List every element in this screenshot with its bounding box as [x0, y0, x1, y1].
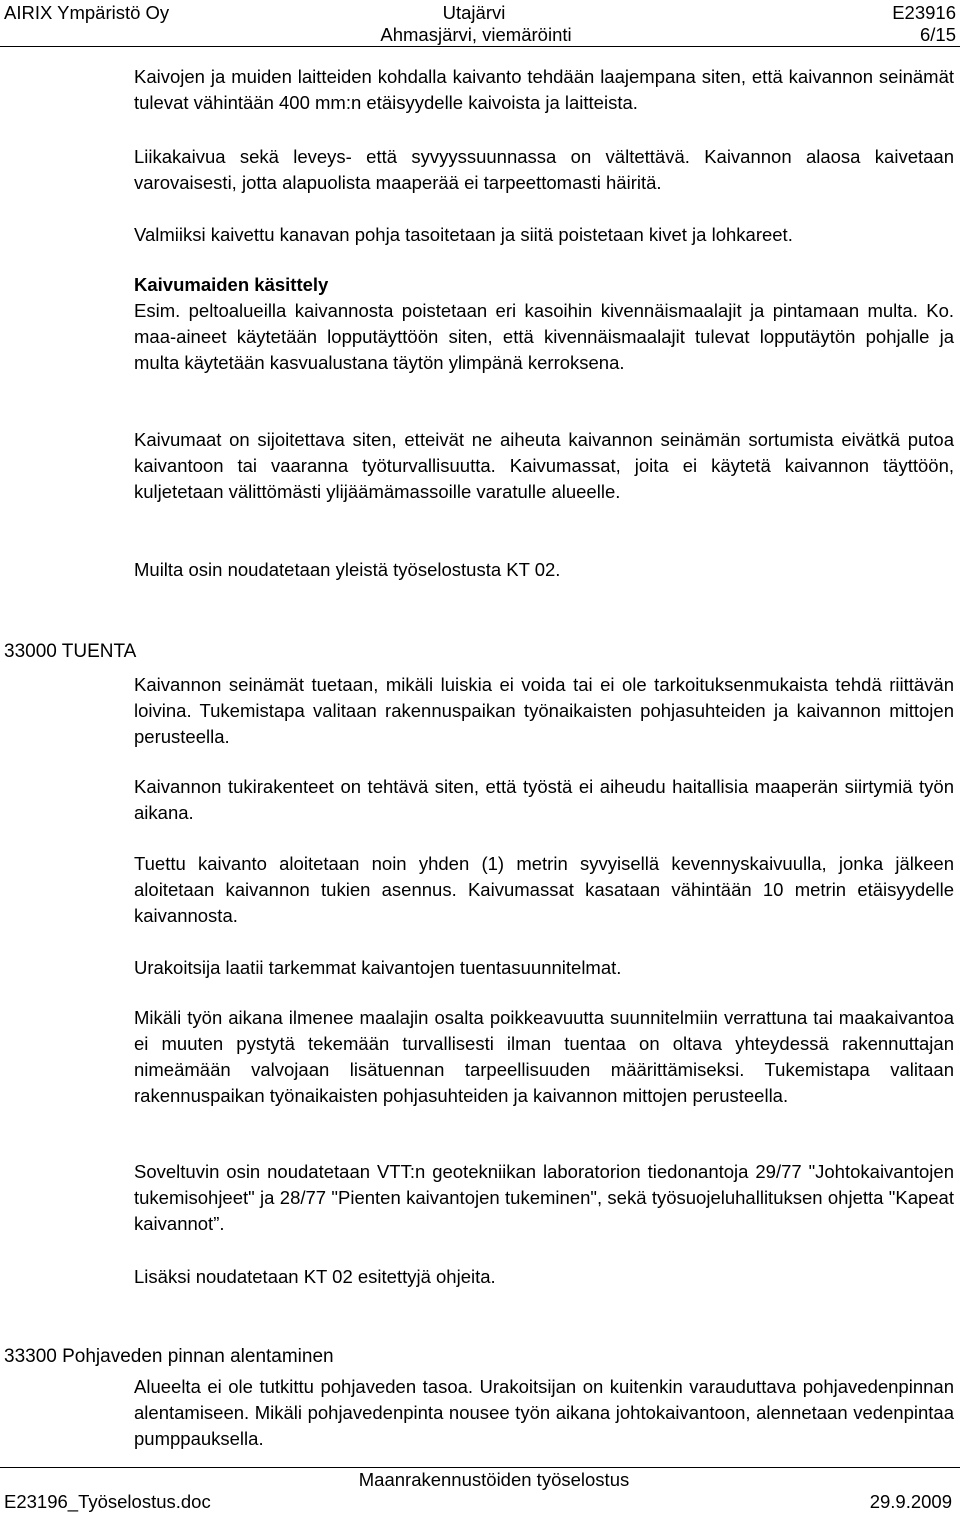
footer-divider	[0, 1467, 960, 1468]
header-project: Utajärvi	[442, 2, 506, 23]
header-subproject: Ahmasjärvi, viemäröinti	[380, 24, 572, 45]
paragraph: Kaivojen ja muiden laitteiden kohdalla kaivanto tehdään laajempana siten, että kaivannon seinämät tulevat vähintään 400 mm:n etäisyydelle kaivoista ja laitteista.	[134, 66, 954, 113]
paragraph: Tuettu kaivanto aloitetaan noin yhden (1) metrin syvyisellä kevennyskaivuulla, jonka jälkeen aloitetaan kaivannon tukien asennus. Kaivumassat kasataan vähintään 10 metrin etäisyydelle kaivannosta.	[134, 853, 954, 926]
section-title-33000: 33000 TUENTA	[4, 641, 137, 662]
footer-title: Maanrakennustöiden työselostus	[358, 1469, 630, 1490]
paragraph: Liikakaivua sekä leveys- että syvyyssuunnassa on vältettävä. Kaivannon alaosa kaivetaan varovaisesti, jotta alapuolista maaperää ei tarpeettomasti häiritä.	[134, 146, 954, 193]
intro-block	[134, 222, 954, 248]
intro-block	[134, 557, 954, 583]
paragraph: Lisäksi noudatetaan KT 02 esitettyjä ohjeita.	[134, 1266, 496, 1287]
section-paragraph	[134, 1374, 954, 1452]
paragraph: Valmiiksi kaivettu kanavan pohja tasoitetaan ja siitä poistetaan kivet ja lohkareet.	[134, 224, 793, 245]
intro-block	[134, 144, 954, 196]
intro-block	[134, 427, 954, 505]
paragraph: Esim. peltoalueilla kaivannosta poistetaan eri kasoihin kivennäismaalajit ja pintamaan multa. Ko. maa-aineet käytetään lopputäyttöön siten, että kivennäismaalajit tulevat lopputäytön pohjalle ja multa käytetään kasvualustana täytön ylimpänä kerroksena.	[134, 300, 954, 373]
section-paragraph	[134, 1005, 954, 1109]
header-company: AIRIX Ympäristö Oy	[4, 2, 170, 23]
footer-date: 29.9.2009	[869, 1491, 952, 1512]
section-paragraph	[134, 851, 954, 929]
paragraph: Alueelta ei ole tutkittu pohjaveden tasoa. Urakoitsijan on kuitenkin varauduttava pohjavedenpinnan alentamiseen. Mikäli pohjavedenpinta nousee työn aikana johtokaivantoon, alennetaan vedenpintaa pumppauksella.	[134, 1376, 954, 1449]
section-paragraph	[134, 1159, 954, 1237]
paragraph: Kaivannon seinämät tuetaan, mikäli luiskia ei voida tai ei ole tarkoituksenmukaista tehdä riittävän loivina. Tukemistapa valitaan rakennuspaikan työnaikaisten pohjasuhteiden ja kaivannon mittojen perusteella.	[134, 674, 954, 747]
intro-block	[134, 64, 954, 116]
paragraph: Kaivumaat on sijoitettava siten, etteivät ne aiheuta kaivannon seinämän sortumista eivätkä putoa kaivantoon tai vaaranna työturvallisuutta. Kaivumassat, joita ei käytetä kaivannon täyttöön, kuljetetaan välittömästi ylijäämämassoille varatulle alueelle.	[134, 429, 954, 502]
subsection	[134, 272, 954, 376]
footer-filename: E23196_Työselostus.doc	[4, 1491, 211, 1512]
section-title-33300: 33300 Pohjaveden pinnan alentaminen	[4, 1346, 334, 1367]
header-divider	[0, 46, 960, 47]
section-paragraph	[134, 1264, 954, 1290]
section-paragraph	[134, 774, 954, 826]
header-doc-code: E23916	[892, 2, 956, 23]
subsection-heading: Kaivumaiden käsittely	[134, 274, 329, 295]
paragraph: Muilta osin noudatetaan yleistä työselostusta KT 02.	[134, 559, 561, 580]
paragraph: Urakoitsija laatii tarkemmat kaivantojen tuentasuunnitelmat.	[134, 957, 622, 978]
section-paragraph	[134, 955, 954, 981]
header-page-number: 6/15	[919, 24, 956, 45]
paragraph: Mikäli työn aikana ilmenee maalajin osalta poikkeavuutta suunnitelmiin verrattuna tai maakaivantoa ei muuten pystytä tekemään turvallisesti ilman tuentaa on oltava yhteydessä rakennuttajan nimeämään valvojaan lisätuennan tarpeellisuuden määrittämiseksi. Tukemistapa valitaan rakennuspaikan työnaikaisten pohjasuhteiden ja kaivannon mittojen perusteella.	[134, 1007, 954, 1106]
paragraph: Kaivannon tukirakenteet on tehtävä siten, että työstä ei aiheudu haitallisia maaperän siirtymiä työn aikana.	[134, 776, 954, 823]
section-paragraph	[134, 672, 954, 750]
paragraph: Soveltuvin osin noudatetaan VTT:n geotekniikan laboratorion tiedonantoja 29/77 "Johtokaivantojen tukemisohjeet" ja 28/77 "Pienten kaivantojen tukeminen", sekä työsuojeluhallituksen ohjetta "Kapeat kaivannot”.	[134, 1161, 954, 1234]
